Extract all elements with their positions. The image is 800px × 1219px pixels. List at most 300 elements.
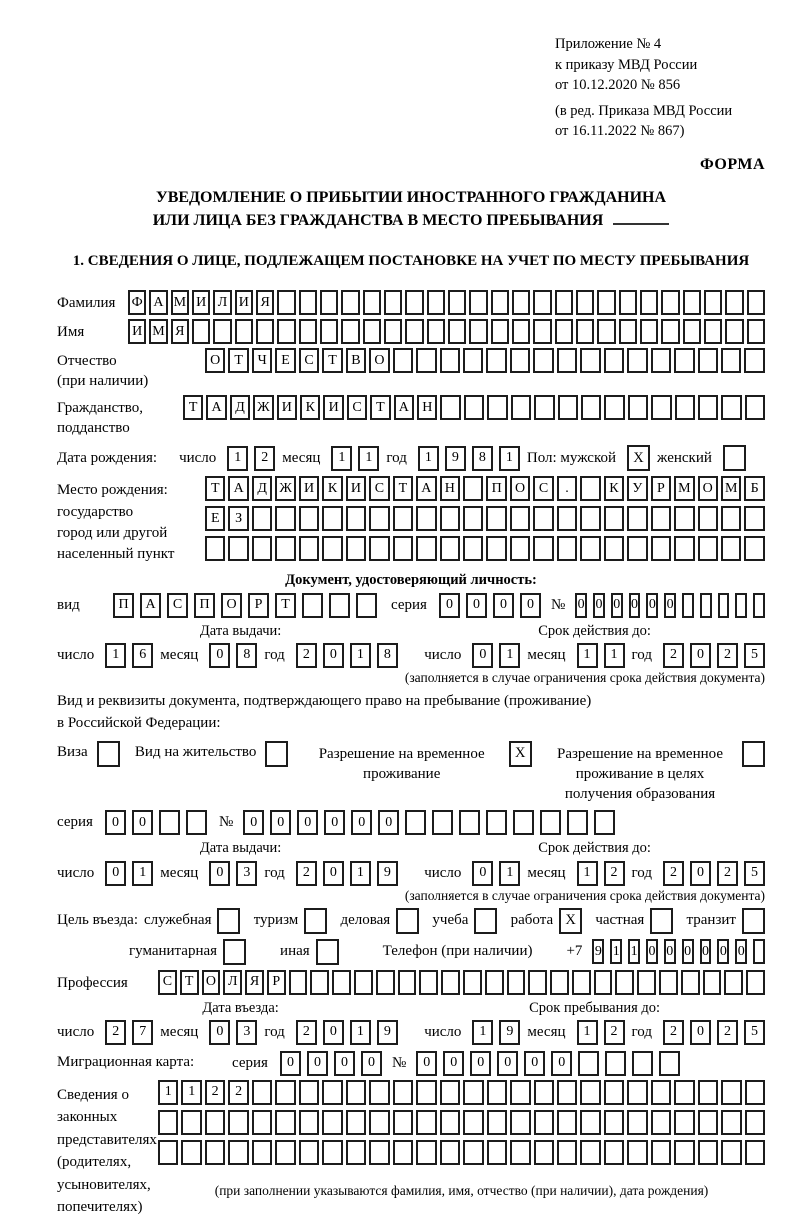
char-cell[interactable]: 1 [227,446,248,471]
char-cell[interactable]: 2 [604,861,625,886]
char-cell[interactable] [329,593,350,618]
char-cell[interactable]: 0 [611,593,623,618]
char-cell[interactable]: А [149,290,167,315]
char-cell[interactable]: 0 [493,593,514,618]
char-cell[interactable] [512,290,530,315]
char-cell[interactable] [277,290,295,315]
char-cell[interactable] [405,810,426,835]
char-cell[interactable]: 1 [472,1020,493,1045]
char-cell[interactable] [627,1110,647,1135]
char-cell[interactable] [581,395,601,420]
char-cell[interactable] [735,593,747,618]
char-cell[interactable] [393,1140,413,1165]
char-cell[interactable]: 0 [690,1020,711,1045]
char-cell[interactable] [299,319,317,344]
char-cell[interactable] [698,1140,718,1165]
char-cell[interactable] [463,506,483,531]
char-cell[interactable]: 8 [472,446,493,471]
char-cell[interactable]: Л [223,970,242,995]
char-cell[interactable]: Д [230,395,250,420]
char-cell[interactable]: М [721,476,741,501]
char-cell[interactable] [448,319,466,344]
char-cell[interactable] [661,290,679,315]
char-cell[interactable] [721,1080,741,1105]
char-cell[interactable] [651,395,671,420]
char-cell[interactable]: Р [267,970,286,995]
char-cell[interactable] [576,319,594,344]
char-cell[interactable] [604,395,624,420]
char-cell[interactable]: 5 [744,861,765,886]
char-cell[interactable] [186,810,207,835]
char-cell[interactable] [448,290,466,315]
char-cell[interactable] [615,970,634,995]
char-cell[interactable] [627,348,647,373]
char-cell[interactable] [580,1110,600,1135]
char-cell[interactable] [698,1110,718,1135]
char-cell[interactable] [745,1140,765,1165]
char-cell[interactable]: О [221,593,242,618]
char-cell[interactable] [533,319,551,344]
char-cell[interactable] [427,290,445,315]
char-cell[interactable]: 0 [472,643,493,668]
char-cell[interactable]: Е [275,348,295,373]
char-cell[interactable]: Т [205,476,225,501]
char-cell[interactable]: 2 [663,1020,684,1045]
char-cell[interactable] [205,536,225,561]
char-cell[interactable] [557,506,577,531]
char-cell[interactable] [299,290,317,315]
char-cell[interactable]: 0 [105,861,126,886]
char-cell[interactable]: Р [651,476,671,501]
char-cell[interactable]: 0 [334,1051,355,1076]
char-cell[interactable]: 0 [132,810,153,835]
char-cell[interactable] [363,319,381,344]
char-cell[interactable] [320,319,338,344]
char-cell[interactable]: А [206,395,226,420]
char-cell[interactable] [405,290,423,315]
char-cell[interactable]: 1 [610,939,622,964]
char-cell[interactable] [491,290,509,315]
char-cell[interactable] [463,476,483,501]
char-cell[interactable] [275,1110,295,1135]
char-cell[interactable] [550,970,569,995]
char-cell[interactable]: А [394,395,414,420]
char-cell[interactable] [252,1140,272,1165]
char-cell[interactable]: 1 [132,861,153,886]
char-cell[interactable]: 8 [236,643,257,668]
char-cell[interactable] [572,970,591,995]
char-cell[interactable]: 1 [499,861,520,886]
char-cell[interactable]: 2 [228,1080,248,1105]
char-cell[interactable] [534,1080,554,1105]
char-cell[interactable] [533,348,553,373]
char-cell[interactable]: С [347,395,367,420]
char-cell[interactable]: 0 [270,810,291,835]
char-cell[interactable] [228,1140,248,1165]
char-cell[interactable] [534,1140,554,1165]
purpose-chastnaya-checkbox[interactable] [650,908,673,934]
char-cell[interactable]: 1 [181,1080,201,1105]
char-cell[interactable] [463,1140,483,1165]
char-cell[interactable] [576,290,594,315]
char-cell[interactable] [510,348,530,373]
char-cell[interactable] [744,506,764,531]
char-cell[interactable] [440,348,460,373]
char-cell[interactable]: К [322,476,342,501]
char-cell[interactable] [744,536,764,561]
char-cell[interactable] [228,536,248,561]
char-cell[interactable]: З [228,506,248,531]
char-cell[interactable] [627,506,647,531]
char-cell[interactable] [753,939,765,964]
char-cell[interactable] [651,1140,671,1165]
char-cell[interactable] [440,395,460,420]
char-cell[interactable]: 0 [323,1020,344,1045]
char-cell[interactable] [416,536,436,561]
char-cell[interactable] [534,395,554,420]
char-cell[interactable]: 0 [664,939,676,964]
char-cell[interactable]: Ч [252,348,272,373]
char-cell[interactable] [427,319,445,344]
char-cell[interactable] [651,506,671,531]
char-cell[interactable] [513,810,534,835]
char-cell[interactable] [744,348,764,373]
char-cell[interactable]: 1 [350,861,371,886]
char-cell[interactable]: 0 [323,643,344,668]
char-cell[interactable] [674,1110,694,1135]
char-cell[interactable]: 0 [105,810,126,835]
char-cell[interactable]: Ф [128,290,146,315]
char-cell[interactable] [302,593,323,618]
char-cell[interactable]: И [235,290,253,315]
char-cell[interactable] [510,536,530,561]
char-cell[interactable]: 2 [663,861,684,886]
char-cell[interactable]: 0 [323,861,344,886]
char-cell[interactable]: И [299,476,319,501]
char-cell[interactable]: 0 [646,939,658,964]
char-cell[interactable]: И [277,395,297,420]
char-cell[interactable] [580,1080,600,1105]
char-cell[interactable] [310,970,329,995]
char-cell[interactable] [704,319,722,344]
char-cell[interactable] [235,319,253,344]
char-cell[interactable] [346,1080,366,1105]
char-cell[interactable] [675,395,695,420]
char-cell[interactable]: 0 [324,810,345,835]
char-cell[interactable] [724,970,743,995]
char-cell[interactable]: Я [171,319,189,344]
char-cell[interactable]: 0 [664,593,676,618]
char-cell[interactable] [322,1110,342,1135]
char-cell[interactable]: 2 [717,1020,738,1045]
char-cell[interactable]: О [205,348,225,373]
char-cell[interactable]: 5 [744,1020,765,1045]
char-cell[interactable] [275,506,295,531]
char-cell[interactable]: 9 [377,1020,398,1045]
char-cell[interactable]: 0 [466,593,487,618]
char-cell[interactable] [721,536,741,561]
char-cell[interactable] [510,1140,530,1165]
char-cell[interactable]: М [149,319,167,344]
char-cell[interactable]: 1 [628,939,640,964]
char-cell[interactable] [627,1140,647,1165]
char-cell[interactable] [346,1140,366,1165]
purpose-rabota-checkbox[interactable]: X [559,908,582,934]
char-cell[interactable] [555,319,573,344]
char-cell[interactable]: И [128,319,146,344]
char-cell[interactable] [299,1110,319,1135]
char-cell[interactable] [534,1110,554,1135]
char-cell[interactable] [405,319,423,344]
char-cell[interactable] [463,970,482,995]
char-cell[interactable]: Ж [275,476,295,501]
char-cell[interactable] [440,1110,460,1135]
char-cell[interactable] [674,536,694,561]
char-cell[interactable]: 0 [717,939,729,964]
char-cell[interactable]: 2 [604,1020,625,1045]
char-cell[interactable]: Е [205,506,225,531]
char-cell[interactable] [619,319,637,344]
char-cell[interactable] [416,1080,436,1105]
char-cell[interactable] [159,810,180,835]
char-cell[interactable] [485,970,504,995]
char-cell[interactable]: 0 [209,643,230,668]
char-cell[interactable]: 0 [209,861,230,886]
char-cell[interactable] [746,970,765,995]
char-cell[interactable] [213,319,231,344]
char-cell[interactable]: 2 [254,446,275,471]
char-cell[interactable] [322,506,342,531]
char-cell[interactable] [512,319,530,344]
char-cell[interactable]: Т [183,395,203,420]
char-cell[interactable] [256,319,274,344]
char-cell[interactable] [299,536,319,561]
char-cell[interactable] [487,395,507,420]
purpose-gumanitarnaya-checkbox[interactable] [223,939,246,965]
char-cell[interactable] [619,290,637,315]
purpose-turizm-checkbox[interactable] [304,908,327,934]
char-cell[interactable] [510,1110,530,1135]
char-cell[interactable] [416,1140,436,1165]
char-cell[interactable] [640,290,658,315]
char-cell[interactable]: 0 [690,643,711,668]
char-cell[interactable] [299,1140,319,1165]
char-cell[interactable] [487,1140,507,1165]
char-cell[interactable] [604,1110,624,1135]
char-cell[interactable] [703,970,722,995]
char-cell[interactable] [725,290,743,315]
char-cell[interactable] [661,319,679,344]
char-cell[interactable]: И [323,395,343,420]
char-cell[interactable]: П [113,593,134,618]
char-cell[interactable] [440,506,460,531]
char-cell[interactable]: Т [180,970,199,995]
char-cell[interactable] [594,810,615,835]
char-cell[interactable]: Т [370,395,390,420]
char-cell[interactable] [469,290,487,315]
char-cell[interactable]: Я [245,970,264,995]
char-cell[interactable] [463,348,483,373]
char-cell[interactable] [721,1140,741,1165]
char-cell[interactable]: 1 [499,643,520,668]
char-cell[interactable] [384,290,402,315]
char-cell[interactable] [398,970,417,995]
char-cell[interactable]: А [416,476,436,501]
char-cell[interactable] [637,970,656,995]
char-cell[interactable]: 1 [577,643,598,668]
char-cell[interactable]: 6 [132,643,153,668]
char-cell[interactable]: 0 [243,810,264,835]
char-cell[interactable] [698,506,718,531]
char-cell[interactable] [299,506,319,531]
char-cell[interactable]: 1 [158,1080,178,1105]
char-cell[interactable]: 2 [296,643,317,668]
char-cell[interactable]: 1 [350,1020,371,1045]
char-cell[interactable]: О [698,476,718,501]
char-cell[interactable]: Н [440,476,460,501]
char-cell[interactable]: 0 [551,1051,572,1076]
char-cell[interactable] [721,348,741,373]
char-cell[interactable]: 0 [690,861,711,886]
char-cell[interactable] [682,593,694,618]
char-cell[interactable]: 1 [358,446,379,471]
char-cell[interactable]: 0 [280,1051,301,1076]
char-cell[interactable]: 2 [717,861,738,886]
char-cell[interactable] [416,348,436,373]
char-cell[interactable] [745,1110,765,1135]
char-cell[interactable]: 1 [418,446,439,471]
char-cell[interactable] [356,593,377,618]
char-cell[interactable] [605,1051,626,1076]
char-cell[interactable]: А [228,476,248,501]
char-cell[interactable]: 9 [499,1020,520,1045]
char-cell[interactable]: Н [417,395,437,420]
char-cell[interactable] [681,970,700,995]
char-cell[interactable]: 0 [575,593,587,618]
char-cell[interactable] [275,536,295,561]
char-cell[interactable] [419,970,438,995]
char-cell[interactable] [393,506,413,531]
char-cell[interactable] [491,319,509,344]
char-cell[interactable] [486,536,506,561]
char-cell[interactable]: 0 [443,1051,464,1076]
char-cell[interactable]: 0 [297,810,318,835]
char-cell[interactable] [651,348,671,373]
char-cell[interactable] [567,810,588,835]
char-cell[interactable] [228,1110,248,1135]
male-checkbox[interactable]: X [627,445,650,471]
char-cell[interactable] [341,319,359,344]
char-cell[interactable] [557,1080,577,1105]
temp-residence-edu-checkbox[interactable] [742,741,765,767]
char-cell[interactable] [332,970,351,995]
char-cell[interactable] [322,1080,342,1105]
char-cell[interactable] [275,1140,295,1165]
char-cell[interactable] [416,1110,436,1135]
char-cell[interactable] [346,1110,366,1135]
char-cell[interactable]: 1 [105,643,126,668]
char-cell[interactable] [252,1110,272,1135]
char-cell[interactable]: К [604,476,624,501]
char-cell[interactable] [393,1110,413,1135]
char-cell[interactable] [252,506,272,531]
char-cell[interactable]: Т [393,476,413,501]
char-cell[interactable] [486,506,506,531]
char-cell[interactable]: 7 [132,1020,153,1045]
char-cell[interactable] [753,593,765,618]
char-cell[interactable] [369,506,389,531]
char-cell[interactable] [463,536,483,561]
char-cell[interactable]: 9 [377,861,398,886]
char-cell[interactable]: И [192,290,210,315]
char-cell[interactable]: 2 [663,643,684,668]
char-cell[interactable]: Т [322,348,342,373]
char-cell[interactable]: А [140,593,161,618]
char-cell[interactable] [275,1080,295,1105]
char-cell[interactable] [416,506,436,531]
char-cell[interactable]: 0 [700,939,712,964]
char-cell[interactable] [363,290,381,315]
char-cell[interactable] [205,1140,225,1165]
char-cell[interactable]: М [171,290,189,315]
char-cell[interactable]: 0 [629,593,641,618]
char-cell[interactable]: 0 [682,939,694,964]
char-cell[interactable]: 0 [524,1051,545,1076]
char-cell[interactable] [320,290,338,315]
char-cell[interactable]: 9 [445,446,466,471]
char-cell[interactable] [540,810,561,835]
char-cell[interactable]: В [346,348,366,373]
char-cell[interactable] [192,319,210,344]
char-cell[interactable] [252,536,272,561]
char-cell[interactable]: П [486,476,506,501]
char-cell[interactable]: С [533,476,553,501]
char-cell[interactable] [721,506,741,531]
char-cell[interactable] [698,536,718,561]
char-cell[interactable] [704,290,722,315]
purpose-inaya-checkbox[interactable] [316,939,339,965]
char-cell[interactable] [463,1080,483,1105]
char-cell[interactable] [747,290,765,315]
char-cell[interactable] [369,1140,389,1165]
char-cell[interactable]: 0 [646,593,658,618]
char-cell[interactable]: О [510,476,530,501]
char-cell[interactable]: К [300,395,320,420]
char-cell[interactable] [604,1080,624,1105]
char-cell[interactable]: 3 [236,1020,257,1045]
female-checkbox[interactable] [723,445,746,471]
char-cell[interactable] [369,1110,389,1135]
char-cell[interactable]: Т [275,593,296,618]
char-cell[interactable] [558,395,578,420]
char-cell[interactable] [725,319,743,344]
char-cell[interactable] [698,1080,718,1105]
char-cell[interactable]: 0 [361,1051,382,1076]
char-cell[interactable]: 1 [350,643,371,668]
char-cell[interactable]: Л [213,290,231,315]
char-cell[interactable]: 1 [499,446,520,471]
char-cell[interactable] [393,348,413,373]
char-cell[interactable]: 1 [577,1020,598,1045]
char-cell[interactable] [528,970,547,995]
char-cell[interactable]: 0 [416,1051,437,1076]
char-cell[interactable]: 2 [105,1020,126,1045]
char-cell[interactable] [718,593,730,618]
char-cell[interactable] [745,395,765,420]
char-cell[interactable] [486,348,506,373]
char-cell[interactable] [683,319,701,344]
char-cell[interactable] [181,1140,201,1165]
